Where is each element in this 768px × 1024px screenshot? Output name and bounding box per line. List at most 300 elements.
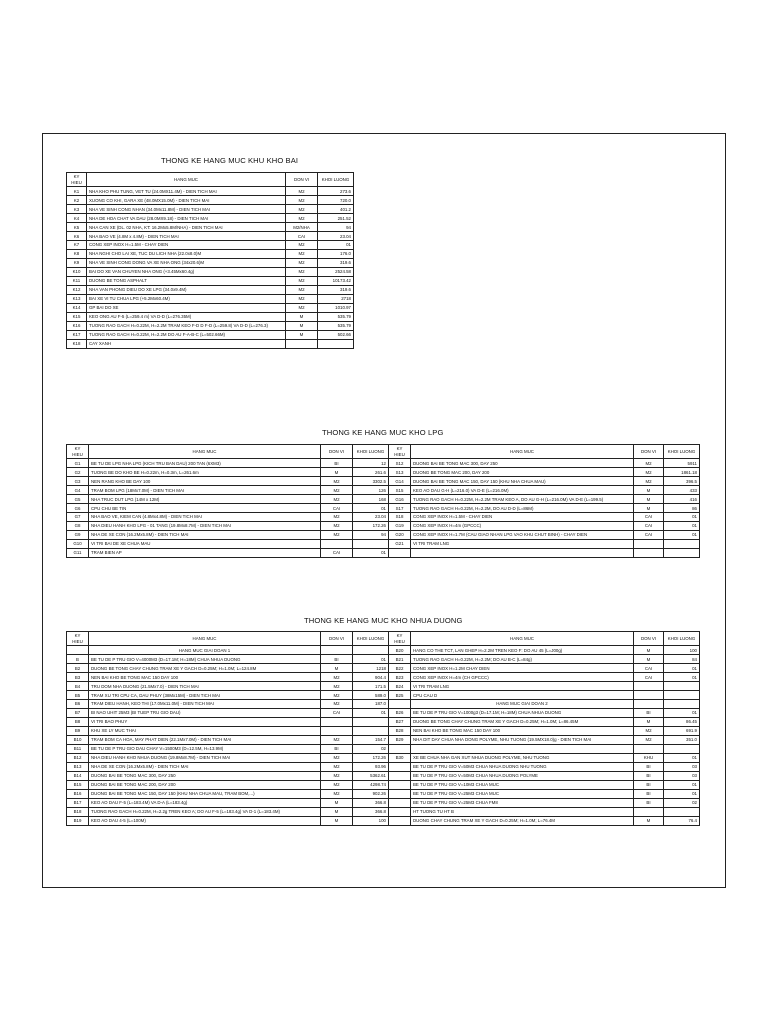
table-row [67, 196, 354, 205]
cell-unit: M2 [634, 736, 664, 745]
cell-item: BE TU DE P TRU GIO V=50M3 CHUA NHUA DUONG NHU TUONG [411, 762, 634, 771]
cell-code: B26 [389, 709, 411, 718]
cell-unit: M [321, 816, 353, 825]
table-row [67, 789, 700, 798]
cell-item: TUONG BE DO KHO BE H=0.22m, H=0.3m, L=261.6m [89, 468, 321, 477]
table-row [67, 330, 354, 339]
cell-quantity: 01 [664, 780, 700, 789]
cell-quantity: 3302.5 [353, 477, 389, 486]
cell-quantity: 319.6 [318, 259, 354, 268]
cell-unit: CAI [634, 522, 664, 531]
cell-quantity: 01 [353, 549, 389, 558]
cell-item: BE TU DE P TRU GIO V=10M3 CHUA MUC [411, 780, 634, 789]
cell-code: G8 [67, 522, 89, 531]
column-header: HANG MUC [89, 445, 321, 459]
cell-code: G2 [67, 468, 89, 477]
cell-quantity: 1861.18 [664, 468, 700, 477]
cell-item: NHA VAN PHONG DIEU DO XE LPG (34.0x9.4M) [87, 286, 286, 295]
table-row [67, 214, 354, 223]
cell-code: S18 [389, 513, 411, 522]
cell-code [67, 646, 89, 655]
cell-code: B18 [67, 807, 89, 816]
cell-code: B25 [389, 691, 411, 700]
cell-unit: M2 [286, 196, 318, 205]
cell-code [389, 780, 411, 789]
table-row [67, 682, 700, 691]
table-row [67, 232, 354, 241]
cell-quantity: 319.6 [318, 286, 354, 295]
cell-quantity: 261.6 [353, 468, 389, 477]
cell-unit: M2 [286, 277, 318, 286]
cell-unit: KHU [634, 754, 664, 763]
cell-unit: M2 [286, 214, 318, 223]
cell-quantity: 902.26 [353, 789, 389, 798]
cell-quantity [664, 807, 700, 816]
cell-item: NHA DE HOA CHAT VA DAU (28.0MX9.18) - DIEN TICH MAI [87, 214, 286, 223]
table-row [67, 718, 700, 727]
table-row [67, 250, 354, 259]
table-row [67, 312, 354, 321]
cell-quantity: 01 [664, 789, 700, 798]
cell-quantity: 01 [664, 673, 700, 682]
cell-code: K7 [67, 241, 87, 250]
cell-quantity: 2718 [318, 295, 354, 304]
cell-item [411, 549, 634, 558]
cell-quantity: 502.66 [318, 330, 354, 339]
cell-code [389, 798, 411, 807]
cell-unit: M2 [321, 736, 353, 745]
cell-item: NHA DIT DAY CHUA NHA DONG POLYME, NHU TUONG (19.5MX18.0)g - DIEN TICH MAI [411, 736, 634, 745]
cell-quantity: 94 [318, 223, 354, 232]
table-row [67, 468, 700, 477]
cell-quantity: 535.79 [318, 312, 354, 321]
table-row [67, 459, 700, 468]
cell-code [389, 816, 411, 825]
cell-quantity: 1218 [353, 664, 389, 673]
cell-unit: M2 [634, 459, 664, 468]
cell-unit: BI [634, 789, 664, 798]
cell-item: CONG XEP INOX H=1.5M - CHAY DIEN [87, 241, 286, 250]
cell-item: TRAM BOM CA HOA, MAY PHAT DIEN (22.1Mx7.0M) - DIEN TICH MAI [89, 736, 321, 745]
cell-unit: M [634, 504, 664, 513]
cell-quantity: 94 [353, 531, 389, 540]
cell-unit [321, 727, 353, 736]
cell-quantity: 2524.58 [318, 268, 354, 277]
cell-code: B2 [67, 664, 89, 673]
cell-code: B11 [67, 745, 89, 754]
cell-item: CONG XEP INOX H=1.7M (CAU GIAO NHAN LPG VAO KHU CHUT BINH) - CHAY DIEN [411, 531, 634, 540]
cell-item: CPU CAU D [411, 691, 634, 700]
cell-code: B19 [67, 816, 89, 825]
column-header: HANG MUC [411, 445, 634, 459]
cell-quantity: 172.26 [353, 522, 389, 531]
cell-unit: M [634, 816, 664, 825]
table-row [67, 286, 354, 295]
cell-code: G7 [67, 513, 89, 522]
cell-quantity [664, 745, 700, 754]
cell-item: HANG CO THE TCT, LAN GHEP H=2.2M TREN KEO F: DO AU 45 (L=J00g) [411, 646, 634, 655]
table-row [67, 754, 700, 763]
cell-quantity: 1010.97 [318, 303, 354, 312]
cell-item: DUONG BE TONG CHAY CHUNG TRAM XE Y GACH D=0.25M; H=1.0M; L=86.45M [411, 718, 634, 727]
cell-unit: M2 [321, 700, 353, 709]
cell-unit [321, 646, 353, 655]
cell-item: DUONG BE TONG MAC 200, DAY 200 [411, 468, 634, 477]
cell-code: K13 [67, 295, 87, 304]
cell-unit: M2 [634, 727, 664, 736]
cell-item: VI TRI BAI DE XE CHUA MAU [89, 540, 321, 549]
cell-code: G6 [67, 504, 89, 513]
cell-unit [634, 691, 664, 700]
table-row [67, 655, 700, 664]
cell-unit: CAI [321, 709, 353, 718]
cell-item: BE TU DE P TRU GIO V=1000g3 (D=17.1M; H=18M) CHUA NHUA DUONG [411, 709, 634, 718]
column-header: KY HIEU [67, 445, 89, 459]
cell-unit: M2 [321, 673, 353, 682]
cell-item: TUONG RAO GACH H=0.22M, H=2.2M TRAM KEO F-D D F-D (L=259.8) VA D-D (L=276.3) [87, 321, 286, 330]
column-header: KHOI LUONG [353, 445, 389, 459]
cell-item: TRU DOM NHA DUONG (21.5Mx7.0) - DIEN TICH MAI [89, 682, 321, 691]
cell-unit: M2 [321, 513, 353, 522]
column-header: HANG MUC [87, 173, 286, 187]
cell-item: NEN BAI KHO BE TONG MAC 150 DAY 100 [411, 727, 634, 736]
cell-unit: M [634, 655, 664, 664]
table-header-row [67, 445, 700, 459]
cell-code: G21 [389, 540, 411, 549]
cell-quantity: 01 [664, 754, 700, 763]
cell-quantity [664, 682, 700, 691]
cell-item: NHA BAO VE (4.8M x 4.8M) - DIEN TICH MAI [87, 232, 286, 241]
cell-unit: M [634, 646, 664, 655]
cell-unit: M2 [634, 468, 664, 477]
cell-code [389, 762, 411, 771]
table-row [67, 522, 700, 531]
cell-item: CONG XEP INOX H=4m (CH GPCCC) [411, 673, 634, 682]
cell-item: DUONG CHAY CHUNG TRAM XE Y GACH D=0.25M; H=1.0M; L=76.4M [411, 816, 634, 825]
cell-quantity [353, 727, 389, 736]
table-title-kho-lpg: THONG KE HANG MUC KHO LPG [322, 428, 444, 437]
cell-quantity: 10173.42 [318, 277, 354, 286]
cell-item: HANG MUC GIAI DOAN 1 [89, 646, 321, 655]
cell-item: NHA TRUC DUT LPG (14M x 12M) [89, 495, 321, 504]
cell-code: B21 [389, 655, 411, 664]
column-header: KHOI LUONG [664, 632, 700, 646]
cell-item: BAI DO XE VAN CHUYEN NHA ONG (+3.45Mx60.4g) [87, 268, 286, 277]
cell-quantity: 01 [353, 504, 389, 513]
cell-code [389, 771, 411, 780]
cell-item: TRAM BIEN AP [89, 549, 321, 558]
cell-unit: BI [634, 798, 664, 807]
table-header-row [67, 173, 354, 187]
cell-item: TRAM BOM LPG (18Mx7.0M) - DIEN TICH MAI [89, 486, 321, 495]
cell-unit [634, 807, 664, 816]
cell-quantity: 84 [664, 655, 700, 664]
cell-item: BE TU DE LPG NHA LPG (KICH TRU BAN DAU) 200 TAN (6XM3) [89, 459, 321, 468]
cell-code: B3 [67, 673, 89, 682]
cell-code: B23 [389, 673, 411, 682]
cell-unit: M [286, 312, 318, 321]
cell-code: K17 [67, 330, 87, 339]
cell-unit [634, 540, 664, 549]
cell-unit: M [286, 321, 318, 330]
table-row [67, 691, 700, 700]
column-header: HANG MUC [411, 632, 634, 646]
table-row [67, 816, 700, 825]
cell-item: XE BE CHUA NHA GAN XUT NHUA DUONG POLYME, NHU TUONG [411, 754, 634, 763]
table-row [67, 762, 700, 771]
cell-code: S13 [389, 468, 411, 477]
cell-code: B27 [389, 718, 411, 727]
cell-code: B6 [67, 700, 89, 709]
table-row [67, 736, 700, 745]
cell-code: S15 [389, 486, 411, 495]
table-row [67, 771, 700, 780]
cell-item: DUONG BAI BE TONG MAC 300, DAY 250 [411, 459, 634, 468]
cell-item: BAI XE VI TU CHUA LPG (+5.2Mx60.4M) [87, 295, 286, 304]
cell-quantity: 401.2 [318, 205, 354, 214]
cell-unit [321, 540, 353, 549]
cell-item: NHA DE XE CON (16.2Mx5.8M) - DIEN TICH MAI [89, 531, 321, 540]
cell-item: BE TU DE P TRU GIO V=4000M3 (D=17.1M; H=18M) CHUA NHUA DUONG [89, 655, 321, 664]
cell-unit: M [321, 807, 353, 816]
cell-quantity: 251.52 [318, 214, 354, 223]
cell-unit: M2 [286, 303, 318, 312]
cell-unit: M2 [286, 241, 318, 250]
cell-quantity: 433 [664, 486, 700, 495]
cell-item: XUONG CO KHI, GARA XE (48.0MX15.0M) - DIEN TICH MAI [87, 196, 286, 205]
cell-item: DUONG BE TONG ASPHALT [87, 277, 286, 286]
cell-quantity: 904.4 [353, 673, 389, 682]
cell-quantity: 4298.74 [353, 780, 389, 789]
cell-quantity: 172.26 [353, 754, 389, 763]
cell-item: NHA BAO VE, KIEM CAN (4.8Mx4.8M) - DIEN TICH MAI [89, 513, 321, 522]
table-kho-nhua-duong [66, 631, 700, 826]
cell-quantity: 02 [664, 798, 700, 807]
cell-code: B16 [67, 789, 89, 798]
table-row [67, 339, 354, 348]
cell-unit: CAI [634, 673, 664, 682]
cell-unit: BI [321, 655, 353, 664]
cell-code: B15 [67, 780, 89, 789]
cell-unit [634, 700, 664, 709]
cell-code: B4 [67, 682, 89, 691]
cell-code [389, 745, 411, 754]
cell-item: NHA DE XE CON (16.2Mx5.8M) - DIEN TICH MAI [89, 762, 321, 771]
cell-quantity: 03 [664, 762, 700, 771]
cell-code: B28 [389, 727, 411, 736]
table-row [67, 727, 700, 736]
table-row [67, 673, 700, 682]
cell-code: B5 [67, 691, 89, 700]
table-row [67, 486, 700, 495]
cell-item: KEO ONG AU F-5 (L=259.4 m) VA D-D (L=276.35M) [87, 312, 286, 321]
column-header: KHOI LUONG [318, 173, 354, 187]
cell-item: VI TRI TRAM LNG [411, 540, 634, 549]
cell-quantity: 366.8 [353, 807, 389, 816]
cell-item: DUONG BE TONG CHAY CHUNG TRAM XE Y GACH D=0.25M; H=1.0M; L=124.8M [89, 664, 321, 673]
column-header: DON VI [634, 632, 664, 646]
table-row [67, 807, 700, 816]
cell-quantity: 5362.61 [353, 771, 389, 780]
cell-item: TUONG RAO GACH H=0.22M, H=2.2M DO AU F-A-B-C (L=502.66M) [87, 330, 286, 339]
cell-unit: CAI [634, 664, 664, 673]
cell-code: B13 [67, 762, 89, 771]
cell-code: B7 [67, 709, 89, 718]
cell-unit: CAI [634, 531, 664, 540]
cell-unit: M [321, 798, 353, 807]
cell-item: BE TU DE P TRU GIO V=25M3 CHUA MUC [411, 789, 634, 798]
cell-unit: M2 [321, 495, 353, 504]
cell-quantity: 176.0 [318, 250, 354, 259]
cell-unit: M2 [321, 477, 353, 486]
cell-quantity: 720.0 [318, 196, 354, 205]
column-header: KY HIEU [389, 632, 411, 646]
table-row [67, 259, 354, 268]
cell-unit: M2 [321, 531, 353, 540]
cell-unit: M2 [286, 295, 318, 304]
cell-code: G19 [389, 522, 411, 531]
cell-unit: M [634, 718, 664, 727]
cell-item: TUONG RAO GACH H=0.22M, H=2.2M; DO AU B-C (L=84g) [411, 655, 634, 664]
cell-code: K3 [67, 205, 87, 214]
cell-quantity [353, 646, 389, 655]
cell-quantity: 01 [664, 664, 700, 673]
cell-item: CONG XEP INOX H=1.2M CHAY DIEN [411, 664, 634, 673]
table-row [67, 664, 700, 673]
column-header: DON VI [321, 632, 353, 646]
table-row [67, 745, 700, 754]
cell-quantity [664, 700, 700, 709]
table-row [67, 223, 354, 232]
cell-code: G9 [67, 531, 89, 540]
table-row [67, 549, 700, 558]
cell-item: BI NAO UHIT 25M3 (BI TUEP TRU GIO DAU) [89, 709, 321, 718]
cell-quantity: 12 [353, 459, 389, 468]
table-row [67, 295, 354, 304]
column-header: KY HIEU [67, 173, 87, 187]
cell-item [411, 745, 634, 754]
cell-code: B [67, 655, 89, 664]
cell-item: TRAM DIEU HANH, KEO THI (17.0Mx11.0M) - DIEN TICH MAI [89, 700, 321, 709]
cell-unit: BI [634, 709, 664, 718]
cell-unit: BI [634, 762, 664, 771]
cell-item: CONG XEP INOX H=4m (GPCCC) [411, 522, 634, 531]
column-header: HANG MUC [89, 632, 321, 646]
cell-unit: M2 [321, 486, 353, 495]
cell-quantity: 154.7 [353, 736, 389, 745]
cell-unit: BI [321, 459, 353, 468]
cell-quantity: 01 [664, 531, 700, 540]
cell-unit: M [634, 495, 664, 504]
cell-quantity [353, 540, 389, 549]
cell-code: G16 [389, 495, 411, 504]
cell-code [389, 700, 411, 709]
cell-item: CPU CHU BE TIN [89, 504, 321, 513]
cell-quantity [664, 691, 700, 700]
cell-unit: M2 [321, 682, 353, 691]
table-row [67, 700, 700, 709]
cell-quantity: 01 [664, 522, 700, 531]
cell-unit: M [634, 486, 664, 495]
cell-item: KEO AO DAU 4-5 (L=100M) [89, 816, 321, 825]
table-row [67, 540, 700, 549]
cell-code: K15 [67, 312, 87, 321]
cell-quantity: 01 [664, 709, 700, 718]
cell-quantity: 86 [664, 504, 700, 513]
cell-quantity: 366.8 [353, 798, 389, 807]
cell-unit: M [286, 330, 318, 339]
cell-item: DUONG BAI BE TONG MAC 300, DAY 250 [89, 771, 321, 780]
cell-code: K2 [67, 196, 87, 205]
table-row [67, 321, 354, 330]
cell-code: K8 [67, 250, 87, 259]
cell-code: S17 [389, 504, 411, 513]
cell-unit [286, 339, 318, 348]
cell-item: CAY XANH [87, 339, 286, 348]
cell-quantity: 126 [353, 486, 389, 495]
cell-item: NHA KHO PHU TUNG, VET TU (24.0MX11.4M) - DIEN TICH MAI [87, 187, 286, 196]
cell-quantity: 187.0 [353, 700, 389, 709]
table-khu-kho-bai [66, 172, 354, 349]
cell-quantity: 171.5 [353, 682, 389, 691]
cell-unit [321, 718, 353, 727]
cell-quantity: 396.5 [664, 477, 700, 486]
table-row [67, 241, 354, 250]
cell-item: NEN RANG KHO BE DAY 100 [89, 477, 321, 486]
cell-quantity: 273.6 [318, 187, 354, 196]
table-row [67, 531, 700, 540]
table-row [67, 513, 700, 522]
cell-code: B9 [67, 727, 89, 736]
cell-code: K16 [67, 321, 87, 330]
cell-item: NHA VE SINH CONG DONG VA XE NHA ONG (34x20.6)M [87, 259, 286, 268]
cell-item: NHA DIEU HANH KHO NHUA DUONG (19.8Mx8.7M) - DIEN TICH MAI [89, 754, 321, 763]
cell-unit: M2 [321, 522, 353, 531]
cell-code: G20 [389, 531, 411, 540]
cell-item: TRAM XU TRI CPU CA, DAU PHUY (38Mx15M) - DIEN TICH MAI [89, 691, 321, 700]
cell-item: GP BAI DO XE [87, 303, 286, 312]
table-row [67, 495, 700, 504]
table-row [67, 277, 354, 286]
cell-quantity: 23.04 [318, 232, 354, 241]
table-title-kho-nhua-duong: THONG KE HANG MUC KHO NHUA DUONG [304, 616, 463, 625]
cell-item: NHA DIEU HANH KHO LPG - 01 TANG (19.8Mx8.7M) - DIEN TICH MAI [89, 522, 321, 531]
cell-item: NHA VE SINH CONG NHAN (34.0Mx11.8M) - DIEN TICH MAI [87, 205, 286, 214]
column-header: KY HIEU [389, 445, 411, 459]
cell-quantity [664, 540, 700, 549]
cell-code: G11 [67, 549, 89, 558]
cell-code [389, 789, 411, 798]
cell-unit: M2 [286, 286, 318, 295]
table-row [67, 504, 700, 513]
cell-unit: CAI [321, 504, 353, 513]
cell-quantity: 5911 [664, 459, 700, 468]
cell-item: KEO AO DAU G-H (L=216.0) VA D-E (L=216.0M) [411, 486, 634, 495]
cell-code: G4 [67, 486, 89, 495]
table-row [67, 780, 700, 789]
table-row [67, 303, 354, 312]
cell-quantity: 76.4 [664, 816, 700, 825]
cell-unit: M2 [286, 250, 318, 259]
cell-quantity: 23.04 [353, 513, 389, 522]
cell-unit: M2 [321, 754, 353, 763]
cell-unit: M2 [286, 259, 318, 268]
cell-quantity [664, 549, 700, 558]
cell-code: S12 [389, 459, 411, 468]
cell-quantity: 589.0 [353, 691, 389, 700]
column-header: KHOI LUONG [664, 445, 700, 459]
cell-unit: M2 [321, 771, 353, 780]
